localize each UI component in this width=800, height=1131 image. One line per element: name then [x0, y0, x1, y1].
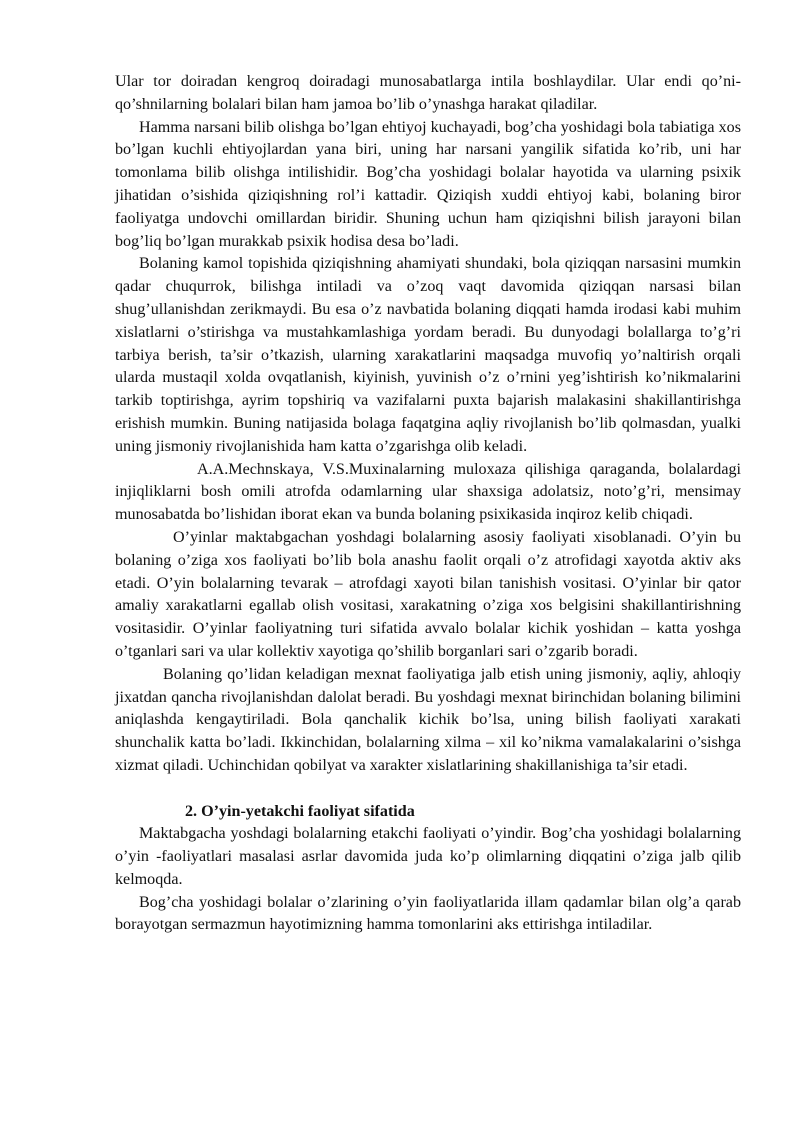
paragraph-1: Ular tor doiradan kengroq doiradagi munosabatlarga intila boshlaydilar. Ular endi qo’ni-qo’shnilarning bolalari bilan ham jamoa bo’lib o’ynashga harakat qiladilar. — [115, 73, 741, 113]
paragraph-gap — [115, 778, 741, 801]
paragraph-5: O’yinlar maktabgachan yoshdagi bolalarning asosiy faoliyati xisoblanadi. O’yin bu bolaning o’ziga xos faoliyati bo’lib bola anashu faolit orqali o’z atrofidagi xayotda aktiv aks etadi. O’yin bolalarning tevarak – atrofdagi xayoti bilan tanishish vositasi. O’yinlar bir qator amaliy xarakatlarni egallab olish vositasi, xarakatning o’ziga xos belgisini shakillantirishning vositasidir. O’yinlar faoliyatning turi sifatida avvalo bolalar kichik yoshidan – katta yoshga o’tganlari sari va ular kollektiv xayotiga qo’shilib borganlari sari o’zgarib boradi. — [115, 528, 741, 660]
text-body — [115, 71, 741, 937]
paragraph-4: A.A.Mechnskaya, V.S.Muxinalarning muloxaza qilishiga qaraganda, bolalardagi injiqliklarni bosh omili atrofda odamlarning ular shaxsiga adolatsiz, noto’g’ri, mensimay munosabatda bo’lishidan iborat ekan va bunda bolaning psixikasida inqiroz kelib chiqadi. — [115, 460, 741, 524]
paragraph-2: Hamma narsani bilib olishga bo’lgan ehtiyoj kuchayadi, bog’cha yoshidagi bola tabiatiga xos bo’lgan kuchli ehtiyojlardan yana biri, uning har narsani yangilik sifatida ko’rib, uni har tomonlama bilib olishga intilishidir. Bog’cha yoshidagi bolalar hayotida va ularning psixik jihatidan o’sishida qiziqishning rol’i kattadir. Qiziqish xuddi ehtiyoj kabi, bolaning biror faoliyatga undovchi omillardan biridir. Shuning uchun ham qiziqishni bilish jarayoni bilan bog’liq bo’lgan murakkab psixik hodisa desa bo’ladi. — [115, 118, 741, 250]
section-paragraph-1: Maktabgacha yoshdagi bolalarning etakchi faoliyati o’yindir. Bog’cha yoshidagi bolalarning o’yin -faoliyatlari masalasi asrlar davomida juda ko’p olimlarning diqqatini o’ziga jalb qilib kelmoqda. — [115, 825, 741, 888]
paragraph-3: Bolaning kamol topishida qiziqishning ahamiyati shundaki, bola qiziqqan narsasini mumkin qadar chuqurrok, bilishga intiladi va o’zoq vaqt davomida qiziqqan narsasi bilan shug’ullanishdan zerikmaydi. Bu esa o’z navbatida bolaning diqqati hamda irodasi kabi muhim xislatlarni o’stirishga va mustahkamlashiga yordam beradi. Bu dunyodagi bolallarga to’g’ri tarbiya berish, ta’sir o’tkazish, ularning xarakatlarini maqsadga muvofiq yo’naltirish orqali ularda mustaqil xolda ovqatlanish, kiyinish, yuvinish o’z o’rnini yeg’ishtirish ko’nikmalarini tarkib toptirishga, ayrim topshiriq va vazifalarni puxta bajarish malakasini shakillantirishga erishish mumkin. Buning natijasida bolaga faqatgina aqliy rivojlanish bo’lib qolmasdan, yualki uning jismoniy rivojlanishida ham katta o’zgarishga olib keladi. — [115, 255, 741, 455]
section-heading: 2. O’yin-yetakchi faoliyat sifatida — [185, 802, 415, 820]
paragraph-6: Bolaning qo’lidan keladigan mexnat faoliyatiga jalb etish uning jismoniy, aqliy, ahloqiy jixatdan qancha rivojlanishdan dalolat beradi. Bu yoshdagi mexnat birinchidan bolaning bilimini aniqlashda kengaytiriladi. Bola qanchalik kichik bo’lsa, uning bilish faoliyati xarakati shunchalik katta bo’ladi. Ikkinchidan, bolalarning xilma – xil ko’nikma vamalakalarini o’sishga xizmat qiladi. Uchinchidan qobilyat va xarakter xislatlarining shakillanishiga ta’sir etadi. — [115, 665, 741, 774]
section-paragraph-2: Bog’cha yoshidagi bolalar o’zlarining o’yin faoliyatlarida illam qadamlar bilan olg’a qarab borayotgan sermazmun hayotimizning hamma tomonlarini aks ettirishga intiladilar. — [115, 893, 741, 934]
